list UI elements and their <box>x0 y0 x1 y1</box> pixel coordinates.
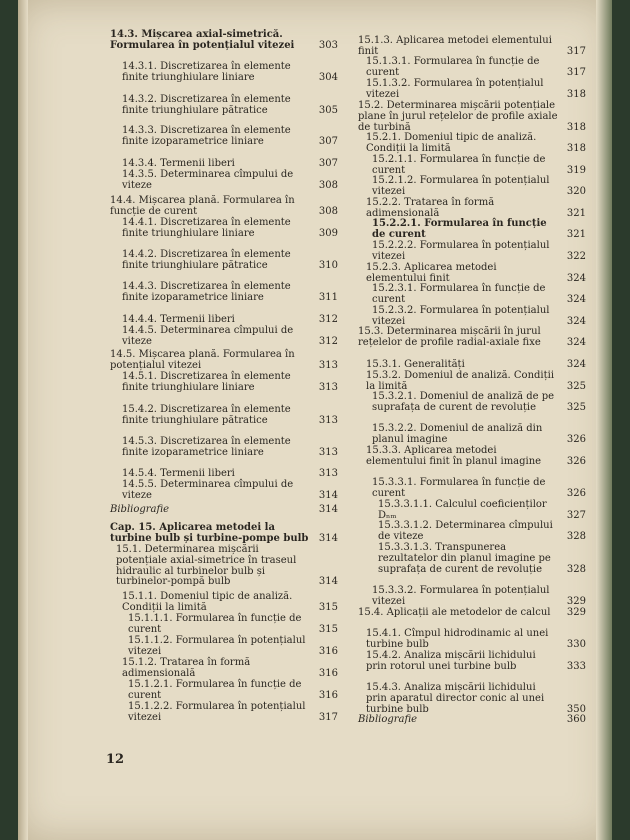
toc-entry <box>358 586 586 608</box>
toc-entry-page: 329 <box>566 595 586 607</box>
toc-entry-page: 311 <box>318 291 338 303</box>
toc-entry-page: 314 <box>318 576 338 588</box>
toc-entry-title: 15.3.2.2. Domeniul de analiză din planul imagine <box>372 423 543 445</box>
toc-entry <box>358 500 586 522</box>
toc-entry-title: 15.1.2.2. Formularea în potențialul vitezei <box>128 701 306 723</box>
toc-entry-title: 15.3.3.2. Formularea în potențialul vitezei <box>372 585 550 607</box>
toc-entry <box>358 306 586 328</box>
toc-entry-page: 314 <box>318 532 338 544</box>
toc-entry-page: 324 <box>566 359 586 370</box>
toc-entry-title: 14.3.3. Discretizarea în elemente finite izoparametrice liniare <box>122 125 291 147</box>
toc-entry <box>358 133 586 155</box>
toc-entry-page: 313 <box>318 414 338 426</box>
toc-entry <box>358 608 586 619</box>
toc-entry-page: 308 <box>318 179 338 191</box>
toc-entry-title: 14.4. Mișcarea plană. Formularea în funcție de curent <box>110 195 295 217</box>
toc-entry-title: 15.4.2. Analiza mișcării lichidului prin rotorul unei turbine bulb <box>366 650 536 672</box>
toc-right-column <box>358 0 586 760</box>
toc-entry-title: 15.2.1.1. Formularea în funcție de curent <box>372 154 546 176</box>
toc-entry <box>358 371 586 393</box>
toc-entry-page: 330 <box>566 638 586 650</box>
toc-entry-page: 315 <box>318 623 338 635</box>
toc-entry-title: 15.4.1. Cîmpul hidrodinamic al unei turbine bulb <box>366 628 549 650</box>
toc-entry-page: 319 <box>566 164 586 176</box>
book-page <box>18 0 612 840</box>
toc-entry <box>110 523 338 545</box>
toc-entry-title: 15.1.1. Domeniul tipic de analiză. Condiții la limită <box>122 591 293 613</box>
toc-entry-title: 15.2.2. Tratarea în formă adimensională <box>366 197 495 219</box>
toc-entry-title: 14.3. Mișcarea axial-simetrică. Formularea în potențialul vitezei <box>110 29 295 51</box>
toc-entry-page: 324 <box>566 315 586 327</box>
toc-entry <box>358 478 586 500</box>
toc-entry-title: 15.2.3.2. Formularea în potențialul vitezei <box>372 305 550 327</box>
toc-entry <box>110 218 338 240</box>
toc-entry-page: 329 <box>566 607 586 618</box>
toc-entry <box>110 350 338 372</box>
toc-entry-page: 317 <box>566 66 586 78</box>
toc-entry-title: 15.3.1. Generalități <box>366 359 465 370</box>
toc-entry-page: 326 <box>566 487 586 499</box>
toc-entry-page: 309 <box>318 227 338 239</box>
toc-entry <box>358 36 586 58</box>
toc-entry-title: 15.3.3.1.2. Determinarea cîmpului de viteze <box>378 520 553 542</box>
toc-entry-title: 15.4. Aplicații ale metodelor de calcul <box>358 607 551 618</box>
toc-entry-page: 304 <box>318 71 338 83</box>
toc-entry <box>110 545 338 588</box>
toc-entry <box>110 680 338 702</box>
toc-entry <box>358 446 586 468</box>
toc-entry <box>110 437 338 459</box>
toc-entry-page: 324 <box>566 272 586 284</box>
toc-entry-title: 15.1.1.1. Formularea în funcție de curent <box>128 613 302 635</box>
toc-entry <box>358 284 586 306</box>
toc-entry-page: 321 <box>566 207 586 219</box>
toc-entry-title: 15.2.1. Domeniul tipic de analiză. Condiții la limită <box>366 132 537 154</box>
toc-entry-title: 15.3.2. Domeniul de analiză. Condiții la limită <box>366 370 555 392</box>
toc-entry-title: 15.2.2.2. Formularea în potențialul vitezei <box>372 240 550 262</box>
toc-entry <box>110 126 338 148</box>
toc-entry <box>358 327 586 349</box>
toc-entry-title: 14.3.5. Determinarea cîmpului de viteze <box>122 169 294 191</box>
toc-entry-title: 15.2.3. Aplicarea metodei elementului finit <box>366 262 497 284</box>
book-spine-shadow <box>18 0 28 840</box>
toc-entry-title: 15.4.2. Discretizarea în elemente finite triunghiulare pătratice <box>122 404 291 426</box>
toc-entry <box>110 282 338 304</box>
toc-entry-page: 307 <box>318 158 338 169</box>
toc-entry-page: 305 <box>318 104 338 116</box>
toc-entry-title: 15.1. Determinarea mișcării potențiale axial-simetrice în traseul hidraulic al turbinelor bulb și turbinelor-pompă bulb <box>116 544 297 588</box>
toc-entry-page: 308 <box>318 205 338 217</box>
toc-entry-title: 15.1.2. Tratarea în formă adimensională <box>122 657 251 679</box>
toc-entry-page: 313 <box>318 381 338 393</box>
toc-entry-title: Cap. 15. Aplicarea metodei la turbine bulb și turbine-pompe bulb <box>110 522 309 544</box>
toc-entry <box>110 505 338 516</box>
toc-entry-title: 15.1.1.2. Formularea în potențialul vitezei <box>128 635 306 657</box>
toc-entry <box>358 155 586 177</box>
toc-entry-page: 328 <box>566 563 586 575</box>
toc-entry-page: 324 <box>566 293 586 305</box>
toc-entry-title: 15.3.2.1. Domeniul de analiză de pe suprafața de curent de revoluție <box>372 391 555 413</box>
toc-entry-page: 316 <box>318 667 338 679</box>
toc-entry-page: 318 <box>566 88 586 100</box>
toc-entry-title: 15.3.3.1. Formularea în funcție de curent <box>372 477 546 499</box>
toc-entry-page: 350 <box>566 703 586 715</box>
toc-entry-page: 310 <box>318 259 338 271</box>
toc-entry-page: 314 <box>318 504 338 515</box>
toc-entry-title: 14.3.2. Discretizarea în elemente finite triunghiulare pătratice <box>122 94 291 116</box>
toc-entry-page: 360 <box>566 714 586 725</box>
toc-entry-page: 320 <box>566 185 586 197</box>
toc-entry-title: 15.4.3. Analiza mișcării lichidului prin aparatul director conic al unei turbine bulb <box>366 682 545 715</box>
toc-entry <box>358 57 586 79</box>
toc-entry-title: 14.4.2. Discretizarea în elemente finite triunghiulare pătratice <box>122 249 291 271</box>
toc-entry-title: 14.5.5. Determinarea cîmpului de viteze <box>122 479 294 501</box>
toc-entry <box>110 62 338 84</box>
toc-entry <box>110 372 338 394</box>
toc-entry-page: 318 <box>566 121 586 133</box>
toc-entry-title: 15.2. Determinarea mișcării potențiale plane în jurul rețelelor de profile axiale de turbină <box>358 100 558 133</box>
toc-entry <box>110 592 338 614</box>
toc-entry-page: 315 <box>318 601 338 613</box>
toc-entry-page: 313 <box>318 446 338 458</box>
toc-entry-title: 14.5.4. Termenii liberi <box>122 468 235 479</box>
toc-entry <box>110 170 338 192</box>
toc-entry <box>358 101 586 133</box>
toc-entry <box>110 636 338 658</box>
toc-entry-title: 15.3.3. Aplicarea metodei elementului finit în planul imagine <box>366 445 542 467</box>
page-number: 12 <box>106 752 125 767</box>
toc-entry <box>358 392 586 414</box>
toc-entry-page: 325 <box>566 401 586 413</box>
toc-entry-page: 312 <box>318 335 338 347</box>
toc-entry <box>110 480 338 502</box>
toc-left-column <box>110 0 338 760</box>
toc-entry-title: 14.5.1. Discretizarea în elemente finite triunghiulare liniare <box>122 371 291 393</box>
toc-entry-page: 312 <box>318 314 338 325</box>
toc-entry-page: 317 <box>318 711 338 723</box>
toc-entry <box>110 30 338 52</box>
toc-entry-page: 303 <box>318 39 338 51</box>
toc-entry-title: 15.3.3.1.3. Transpunerea rezultatelor din planul imagine pe suprafața de curent de revoluție <box>378 542 551 575</box>
toc-entry <box>358 424 586 446</box>
toc-entry-page: 318 <box>566 142 586 154</box>
toc-entry <box>110 250 338 272</box>
toc-entry-page: 333 <box>566 660 586 672</box>
toc-entry-title: 15.1.3.2. Formularea în potențialul vitezei <box>366 78 544 100</box>
toc-entry-page: 317 <box>566 45 586 57</box>
toc-entry-title: 14.5. Mișcarea plană. Formularea în potențialul vitezei <box>110 349 295 371</box>
toc-entry <box>358 543 586 575</box>
toc-entry-page: 325 <box>566 380 586 392</box>
toc-entry-title: 14.3.1. Discretizarea în elemente finite triunghiulare liniare <box>122 61 291 83</box>
toc-entry <box>358 198 586 220</box>
toc-entry <box>358 715 586 726</box>
toc-entry-page: 324 <box>566 336 586 348</box>
toc-entry-title: Bibliografie <box>110 504 170 515</box>
toc-entry <box>110 405 338 427</box>
toc-entry-page: 314 <box>318 489 338 501</box>
toc-entry <box>110 614 338 636</box>
toc-entry <box>358 683 586 715</box>
toc-entry <box>110 702 338 724</box>
toc-entry-title: 14.4.5. Determinarea cîmpului de viteze <box>122 325 294 347</box>
toc-entry <box>110 658 338 680</box>
toc-entry-page: 307 <box>318 135 338 147</box>
toc-entry-title: 15.1.2.1. Formularea în funcție de curent <box>128 679 302 701</box>
toc-entry-title: 15.2.3.1. Formularea în funcție de curent <box>372 283 546 305</box>
toc-entry <box>110 326 338 348</box>
toc-entry-page: 326 <box>566 433 586 445</box>
toc-entry-page: 321 <box>566 228 586 240</box>
toc-entry-title: 15.3. Determinarea mișcării în jurul rețelelor de profile radial-axiale fixe <box>358 326 541 348</box>
toc-entry <box>358 79 586 101</box>
toc-entry-title: 14.4.3. Discretizarea în elemente finite izoparametrice liniare <box>122 281 291 303</box>
toc-entry <box>358 263 586 285</box>
page-edge-shadow <box>596 0 612 840</box>
toc-entry-page: 326 <box>566 455 586 467</box>
toc-entry-page: 313 <box>318 359 338 371</box>
toc-entry <box>358 176 586 198</box>
toc-entry-page: 322 <box>566 250 586 262</box>
toc-entry-title: 14.3.4. Termenii liberi <box>122 158 235 169</box>
toc-entry-title: 15.1.3. Aplicarea metodei elementului finit <box>358 35 552 57</box>
toc-entry-page: 327 <box>566 509 586 521</box>
toc-entry-title: 14.5.3. Discretizarea în elemente finite izoparametrice liniare <box>122 436 291 458</box>
toc-entry <box>358 629 586 651</box>
toc-entry-title: 14.4.1. Discretizarea în elemente finite triunghiulare liniare <box>122 217 291 239</box>
toc-entry-page: 328 <box>566 530 586 542</box>
toc-entry-page: 316 <box>318 689 338 701</box>
toc-entry-title: 14.4.4. Termenii liberi <box>122 314 235 325</box>
toc-entry-title: 15.3.3.1.1. Calculul coeficienților Dₙₘ <box>378 499 547 521</box>
toc-entry-title: 15.1.3.1. Formularea în funcție de curent <box>366 56 540 78</box>
toc-entry <box>358 219 586 241</box>
toc-entry-title: 15.2.1.2. Formularea în potențialul vitezei <box>372 175 550 197</box>
toc-entry-title: 15.2.2.1. Formularea în funcție de curent <box>372 218 547 240</box>
toc-entry <box>110 95 338 117</box>
toc-entry <box>110 196 338 218</box>
toc-entry <box>358 651 586 673</box>
toc-entry <box>358 521 586 543</box>
toc-entry <box>358 241 586 263</box>
toc-entry-page: 313 <box>318 468 338 479</box>
toc-entry-title: Bibliografie <box>358 714 418 725</box>
toc-entry-page: 316 <box>318 645 338 657</box>
